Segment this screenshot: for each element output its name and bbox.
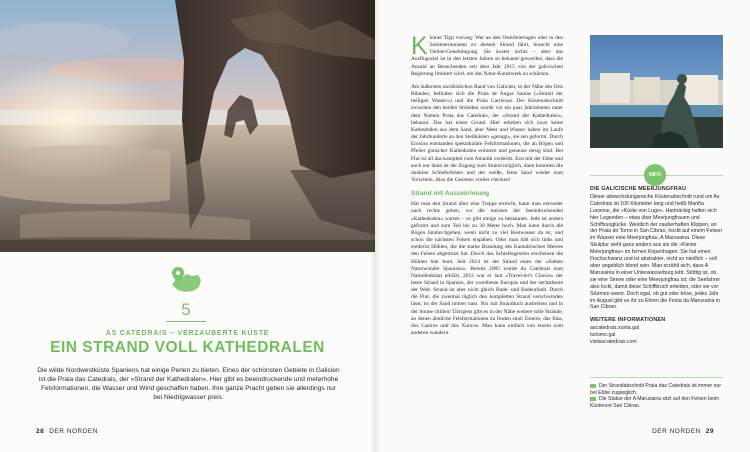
- info-box-title: DIE GALICISCHE MEERJUNGFRAU: [590, 186, 687, 192]
- maruxaina-statue-photo: [590, 35, 723, 148]
- drop-cap: K: [411, 32, 428, 60]
- paragraph-1: Kleiner Tipp vorweg: Wer an den Osterfeiertagen oder in den Sommermonaten zu diesem Strand fährt, braucht eine Online-Genehmigung. Sie kostet nichts – aber das Ausflugsziel ist in den letzten Jahren so bekannt geworden, dass die Anzahl an Besuchenden seit dem Jahr 2015 von der galicischen Regierung limitiert wird, um das Natur-Kunstwerk zu schützen.: [411, 32, 563, 77]
- left-section-label: DER NORDEN: [49, 428, 98, 435]
- caption-2: Die Statue der A Maruxaina sitzt auf den Felsen beim Küstenort San Cibrao.: [590, 396, 720, 409]
- info-box: [590, 186, 723, 346]
- left-page-number: 28: [36, 428, 45, 435]
- photo-captions: [590, 383, 723, 409]
- chapter-headline: EIN STRAND VOLL KATHEDRALEN: [50, 339, 325, 356]
- more-info-title: WEITERE INFORMATIONEN: [590, 317, 666, 324]
- article-subheading: Strand mit Auszeichnung: [411, 190, 490, 198]
- info-box-text: Dieser abwechslungsreiche Küstenabschnitt rund um As Catedrais ist 100 Kilometer lang und heißt Mariña Lucense, die »Küste von Lugo«. Hartnäckig halten sich hier Legenden – etwa über Meerjungfrauen und Schiffsunglücke. Westlich der zauberhaften Klippen, an der Praia do Torno in San Cibrao, hockt auf einem Felsen im Wasser eine Meerjungfrau, A Maruxaina. Diese Skulptur sieht ganz anders aus als die »Kleine Meerjungfrau« im fernen Kopenhagen. Sie hat einen Fischschwanz und ist abstrakter, nicht so niedlich – soll aber angeblich blond sein. Man erzählt sich, dass A Maruxaina in einer Unterwasserburg lebt. Strittig ist, ob sie eine Sirene oder eine Meerjungfrau ist; die Seefahrer also lockt, damit diese Schiffbruch erleiden, oder sie vor Stürmen warnt. Doch egal, ob gut oder böse, jedes Jahr im August gibt es ihr zu Ehren die Festa da Maruxaina in San Cibrao.: [590, 193, 722, 311]
- galicia-map-pin-icon: [168, 265, 204, 297]
- chapter-kicker: AS CATEDRAIS – VERZAUBERTE KÜSTE: [105, 330, 270, 337]
- caption-rule: [590, 377, 723, 378]
- right-folio: [652, 428, 714, 435]
- chapter-intro: Die wilde Nordwestküste Spaniens hat einige Perlen zu bieten. Eines der schönsten Gebiete in Galicien ist die Praia das Catedrais, der »Strand der Kathedralen«. Hier gibt es beeindruckende und meterhohe Felsformationen, die Wasser und Wind geschaffen haben. Ihre ganze Pracht geben sie allerdings nur bei Niedrigwasser preis.: [37, 367, 340, 402]
- info-link[interactable]: turismo.gal: [590, 332, 616, 339]
- chapter-divider: [166, 321, 206, 322]
- paragraph-3: Hat man den Strand über eine Treppe erreicht, kann man entweder nach rechts gehen, wo die meisten der beeindruckenden »Kathedralen« warten – es gibt einige zu bestaunen. Jede ist anders geformt und zum Teil bis zu 30 Meter hoch. Man kann durch die Bögen hindurchgehen, wenn nicht zu viel Restwasser da ist, und schon die nächsten Felsen erspähen. Oder man hält sich links und entdeckt Höhlen, die die starke Brandung des Kantabrischen Meeres den Felsen abgetrotzt hat. Durch das Schiefergestein erscheinen die Höhlen hier bunt. Seit 2014 ist der Strand eines der »Sieben Naturwunder Spaniens«. Bereits 2005 wurde As Catedrais zum Naturdenkmal erklärt, 2012 war er laut »Travel-ler's Choice« der beste Strand in Spanien, der zweitbeste Europas und der sechstbeste der Welt. Strand ist aber nicht gleich Bade- und Badeurlaub. Durch die Flut, die zweimal täglich den kompletten Strand verschwinden lässt, ist der Sand immer nass. Nix mit Strandtuch ausbreiten und in der Sonne chillen! Übrigens gibt es in der Nähe weitere tolle Strände, an denen ähnliche Felsformationen zu finden sind: Esteiro, das Illas, dos Castros und dos Xuncos. Man kann einfach von einem zum anderen wandern.: [411, 201, 563, 337]
- left-folio: [36, 428, 98, 435]
- book-gutter: [370, 0, 382, 452]
- caption-arrow-icon: [590, 397, 596, 401]
- right-page-number: 29: [705, 428, 714, 435]
- cathedral-arches-photo: [0, 0, 375, 252]
- more-info: [590, 317, 723, 346]
- caption-arrow-icon: [590, 384, 596, 388]
- caption-1: Der Strandabschnitt Praia das Catedrais ist immer nur bei Ebbe zugänglich.: [590, 383, 722, 396]
- article-body: [411, 32, 563, 343]
- info-badge: INFO: [644, 164, 666, 186]
- info-link[interactable]: ascatedrais.xunta.gal: [590, 325, 640, 332]
- info-link[interactable]: visitascatedrais.com: [590, 339, 637, 346]
- right-section-label: DER NORDEN: [652, 428, 701, 435]
- paragraph-2: Am äußersten nordöstlichen Rand von Galicien, in der Nähe des Orts Ribadeo, befinden sich die Praia de Augas Santas (»Strand der heiligen Wasser«) und die Praia Carriexas. Der Küstenabschnitt zwischen den beiden Stränden wurde vor ein paar Jahrzehnten unter dem Namen Praia das Catedrais, der »Strand der Kathedralen«, bekannt. Das hat einen Grund. Hier erheben sich zwar keine Kathedralen aus dem Sand, aber Meer und Wasser haben im Laufe der Jahrhunderte an den Steilküsten »genagt«, sie sen geformt. Durch Erosion entstanden spektakuläre Felsformationen, die an Bögen und Pfeiler gotischer Kathedralen erinnern und genauso riesig sind. Bei Flut ist all das komplett vom Atlantik verdeckt. Erst mit der Ebbe und auch nur dann ist der Zugang zum Strand möglich, dann kommen die dunklen Schieferfelsen und der weiße, feine Sand wieder zum Vorschein. Also die Gezeiten vorher checken!: [411, 83, 563, 183]
- chapter-number: 5: [181, 300, 191, 319]
